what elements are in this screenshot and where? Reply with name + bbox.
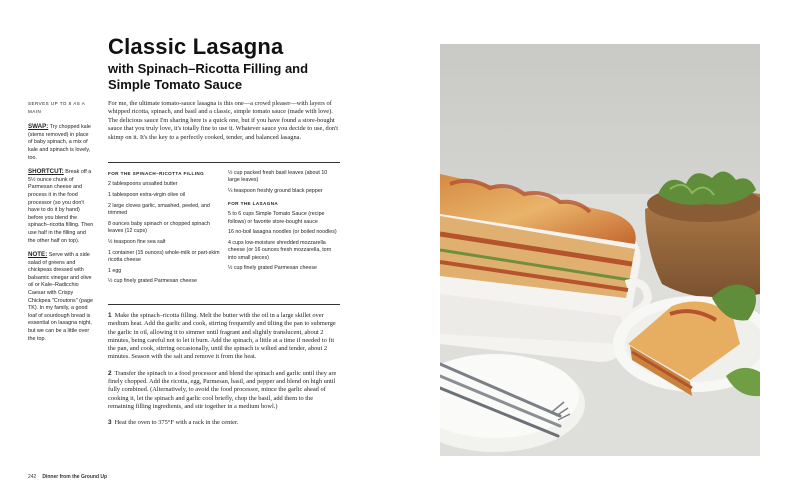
divider bbox=[108, 304, 340, 305]
tip-text: Try chopped kale (stems removed) in place of baby spinach, a mix of kale and spinach is lovely, too. bbox=[28, 124, 91, 161]
step-text: Heat the oven to 375°F with a rack in the center. bbox=[114, 419, 239, 427]
lasagna-heading: FOR THE LASAGNA bbox=[228, 201, 279, 207]
step-2 bbox=[108, 370, 340, 411]
ingredient-item: ¼ teaspoon freshly ground black pepper bbox=[228, 188, 323, 194]
step-3 bbox=[108, 419, 340, 427]
ingredients-column-left bbox=[108, 170, 220, 289]
lasagna-photo bbox=[440, 44, 760, 456]
step-number: 2 bbox=[108, 369, 112, 377]
filling-heading: FOR THE SPINACH–RICOTTA FILLING bbox=[108, 171, 205, 176]
page-number: 242 bbox=[28, 474, 37, 480]
ingredient-item: ½ teaspoon fine sea salt bbox=[108, 238, 166, 245]
ingredients-column-right bbox=[228, 170, 340, 276]
tip-note bbox=[28, 251, 94, 343]
recipe-intro: For me, the ultimate tomato-sauce lasagna is this one—a crowd pleaser—with layers of whipped ricotta, spinach, and basil and a classic, simple tomato sauce (made with love). The delicious sauce I'm sharing here is a quick one, but if you have found a store-bought sauce that you truly love, it's totally fine to use it. Whatever sauce you decide to use, don't skimp on it. It's the key to a perfectly cooked, tender, and balanced lasagna. bbox=[108, 100, 339, 141]
ingredient-item: 16 no-boil lasagna noodles (or boiled noodles) bbox=[228, 229, 337, 236]
divider bbox=[108, 162, 340, 163]
ingredient-item: ½ cup packed fresh basil leaves (about 10 large leaves) bbox=[228, 170, 328, 184]
tip-text: Serve with a side salad of greens and chickpeas dressed with balsamic vinegar and olive oil or Kale–Radicchio Caesar with Crispy Chickpea "Croutons" (page TK). In my family, a good loaf of sourdough bread is essential on lasagna night, but we can be a little over the top. bbox=[28, 252, 93, 342]
serves-label: SERVES UP TO 8 AS A MAIN bbox=[28, 101, 85, 114]
ingredient-item: 1 egg bbox=[108, 267, 122, 274]
method-steps bbox=[108, 312, 340, 436]
step-1 bbox=[108, 312, 340, 362]
step-text: Transfer the spinach to a food processor and blend the spinach and garlic until they are finely chopped. Add the ricotta, egg, Parmesan, basil, and pepper and blend on high until fully combined. (Alternatively, to avoid the food processor, mince the garlic ahead of cooking it, let the spinach and garlic cool briefly, chop the basil, add them to the remaining filling ingredients, and stir together in a medium bowl.) bbox=[108, 369, 337, 410]
tip-lead: SWAP: bbox=[28, 123, 49, 131]
salad-bowl bbox=[645, 171, 760, 298]
tip-shortcut bbox=[28, 168, 94, 245]
tip-lead: SHORTCUT: bbox=[28, 168, 64, 176]
ingredient-item: 1 container (15 ounces) whole-milk or part-skim ricotta cheese bbox=[108, 249, 220, 263]
step-text: Make the spinach–ricotta filling. Melt the butter with the oil in a large skillet over medium heat. Add the garlic and cook, stirring frequently and tilting the pan to submerge the garlic in oil, allowing it to simmer until fragrant and slightly translucent, about 2 minutes, being careful not to let it burn. Add the spinach, a little at a time if needed to fit the pan, and cook, stirring occasionally, until the spinach is wilted and tender, about 2 minutes. Season with the salt and remove it from the heat. bbox=[108, 312, 336, 361]
recipe-title: Classic Lasagna bbox=[108, 34, 284, 59]
book-title: Dinner from the Ground Up bbox=[42, 474, 108, 480]
ingredient-item: 5 to 6 cups Simple Tomato Sauce (recipe follows) or favorite store-bought sauce bbox=[228, 211, 325, 225]
ingredient-item: 4 cups low-moisture shredded mozzarella cheese (or 16 ounces fresh mozzarella, torn into small pieces) bbox=[228, 240, 332, 261]
ingredient-item: 8 ounces baby spinach or chopped spinach leaves (12 cups) bbox=[108, 220, 210, 234]
recipe-subtitle: with Spinach–Ricotta Filling and Simple Tomato Sauce bbox=[108, 61, 309, 92]
tip-swap bbox=[28, 123, 94, 162]
tip-text: Break off a 5½ ounce chunk of Parmesan cheese and process it in the food processor (so you don't have to do it by hand) before you blend the spinach–ricotta filling. Then use half in the filling and the other half on top). bbox=[28, 169, 94, 244]
ingredient-item: ½ cup finely grated Parmesan cheese bbox=[108, 278, 197, 285]
step-number: 3 bbox=[108, 419, 112, 427]
step-number: 1 bbox=[108, 312, 112, 319]
lasagna-photo-illustration bbox=[440, 44, 760, 456]
tip-lead: NOTE: bbox=[28, 251, 48, 259]
sidebar-notes bbox=[28, 100, 94, 349]
ingredient-item: 2 large cloves garlic, smashed, peeled, and trimmed bbox=[108, 202, 210, 216]
page-footer bbox=[28, 474, 107, 480]
ingredient-item: 1 tablespoon extra-virgin olive oil bbox=[108, 192, 186, 198]
ingredient-item: 2 tablespoons unsalted butter bbox=[108, 181, 178, 188]
ingredient-item: ½ cup finely grated Parmesan cheese bbox=[228, 265, 317, 272]
